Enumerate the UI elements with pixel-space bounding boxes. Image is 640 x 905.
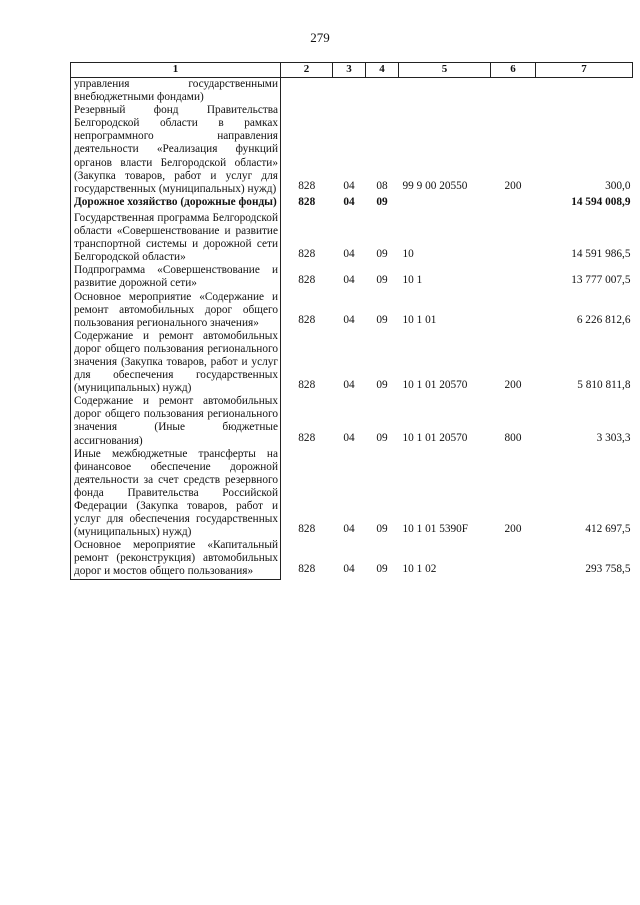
cell-subsection-code: 09 (376, 248, 388, 261)
cell-subsection-code: 09 (376, 562, 388, 575)
cell-amount: 3 303,3 (596, 431, 631, 444)
cell-amount: 412 697,5 (585, 523, 631, 536)
cell-subsection-code: 09 (376, 379, 388, 392)
cell-subsection-code: 09 (376, 274, 388, 287)
cell-expense-type: 200 (504, 523, 522, 536)
table-row (71, 291, 633, 330)
table-row (71, 539, 633, 579)
row-description: Содержание и ремонт автомобильных дорог общего пользования регионального значения (Закупка товаров, работ и услуг для обеспечения государственных (муниципальных) нужд) (71, 330, 281, 395)
table-row (71, 212, 633, 264)
row-description: Резервный фонд Правительства Белгородской области в рамках непрограммного направления деятельности «Реализация функций органов власти Белгородской области» (Закупка товаров, работ и услуг для государственных (муниципальных) нужд) (71, 104, 281, 196)
cell-amount: 300,0 (605, 179, 631, 192)
cell-section-code: 04 (343, 274, 355, 287)
cell-target-article: 10 1 02 (402, 562, 437, 575)
cell-section-code: 04 (343, 523, 355, 536)
cell-subsection-code: 09 (376, 523, 388, 536)
table-body (71, 78, 633, 580)
row-description: Дорожное хозяйство (дорожные фонды) (71, 196, 281, 212)
cell-amount: 14 594 008,9 (571, 195, 631, 208)
row-description: Содержание и ремонт автомобильных дорог общего пользования регионального значения (Иные бюджетные ассигнования) (71, 395, 281, 447)
table-row (71, 104, 633, 196)
cell-target-article: 10 1 01 20570 (402, 431, 468, 444)
cell-section-code: 04 (343, 562, 355, 575)
table-row (71, 330, 633, 395)
cell-amount: 6 226 812,6 (576, 313, 631, 326)
cell-expense-type: 800 (504, 431, 522, 444)
cell-target-article: 10 1 01 20570 (402, 379, 468, 392)
cell-expense-type (491, 264, 536, 290)
cell-amount: 13 777 007,5 (571, 274, 631, 287)
column-header: 4 (366, 63, 399, 78)
cell-section-code: 04 (343, 379, 355, 392)
cell-section-code: 04 (343, 248, 355, 261)
column-header: 5 (399, 63, 491, 78)
row-description: Подпрограмма «Совершенствование и развитие дорожной сети» (71, 264, 281, 290)
table-row (71, 448, 633, 540)
table-row (71, 264, 633, 290)
cell-subsection-code: 09 (376, 195, 388, 208)
cell-target-article: 10 (402, 248, 414, 261)
cell-department-code: 828 (298, 274, 316, 287)
cell-section-code (333, 78, 366, 105)
cell-target-article: 99 9 00 20550 (402, 179, 468, 192)
budget-table-container (70, 62, 632, 580)
cell-section-code: 04 (343, 431, 355, 444)
cell-amount: 5 810 811,8 (577, 379, 631, 392)
cell-department-code: 828 (298, 179, 316, 192)
budget-table (70, 62, 633, 580)
cell-section-code: 04 (343, 179, 355, 192)
cell-expense-type (491, 212, 536, 264)
cell-expense-type (491, 539, 536, 579)
cell-department-code: 828 (298, 523, 316, 536)
cell-subsection-code: 08 (376, 179, 388, 192)
cell-expense-type: 200 (504, 179, 522, 192)
column-header: 7 (536, 63, 633, 78)
cell-department-code: 828 (298, 313, 316, 326)
cell-department-code: 828 (298, 379, 316, 392)
cell-department-code: 828 (298, 248, 316, 261)
column-header: 6 (491, 63, 536, 78)
cell-expense-type (491, 78, 536, 105)
cell-target-article (399, 78, 491, 105)
cell-target-article: 10 1 01 5390F (402, 523, 469, 536)
cell-amount (536, 78, 633, 105)
table-row (71, 196, 633, 212)
cell-subsection-code: 09 (376, 313, 388, 326)
cell-amount: 293 758,5 (585, 562, 631, 575)
cell-department-code: 828 (298, 195, 316, 208)
cell-section-code: 04 (343, 313, 355, 326)
cell-target-article: 10 1 01 (402, 313, 437, 326)
cell-amount: 14 591 986,5 (571, 248, 631, 261)
column-header: 3 (333, 63, 366, 78)
cell-section-code: 04 (343, 195, 355, 208)
column-header: 2 (281, 63, 333, 78)
table-row (71, 395, 633, 447)
row-description: Иные межбюджетные трансферты на финансовое обеспечение дорожной деятельности за счет средств резервного фонда Правительства Российской Федерации (Закупка товаров, работ и услуг для обеспечения государственных (муниципальных) нужд) (71, 448, 281, 540)
table-header-row (71, 63, 633, 78)
column-header: 1 (71, 63, 281, 78)
cell-target-article (399, 196, 491, 212)
cell-expense-type (491, 291, 536, 330)
cell-subsection-code (366, 78, 399, 105)
cell-department-code (281, 78, 333, 105)
table-row (71, 78, 633, 105)
cell-expense-type (491, 196, 536, 212)
cell-subsection-code: 09 (376, 431, 388, 444)
row-description: управления государственными внебюджетными фондами) (71, 78, 281, 105)
cell-target-article: 10 1 (402, 274, 423, 287)
row-description: Основное мероприятие «Содержание и ремонт автомобильных дорог общего пользования регионального значения» (71, 291, 281, 330)
page-number: 279 (310, 30, 330, 45)
cell-expense-type: 200 (504, 379, 522, 392)
row-description: Основное мероприятие «Капитальный ремонт (реконструкция) автомобильных дорог и мостов общего пользования» (71, 539, 281, 579)
row-description: Государственная программа Белгородской области «Совершенствование и развитие транспортной системы и дорожной сети Белгородской области» (71, 212, 281, 264)
cell-department-code: 828 (298, 562, 316, 575)
cell-department-code: 828 (298, 431, 316, 444)
